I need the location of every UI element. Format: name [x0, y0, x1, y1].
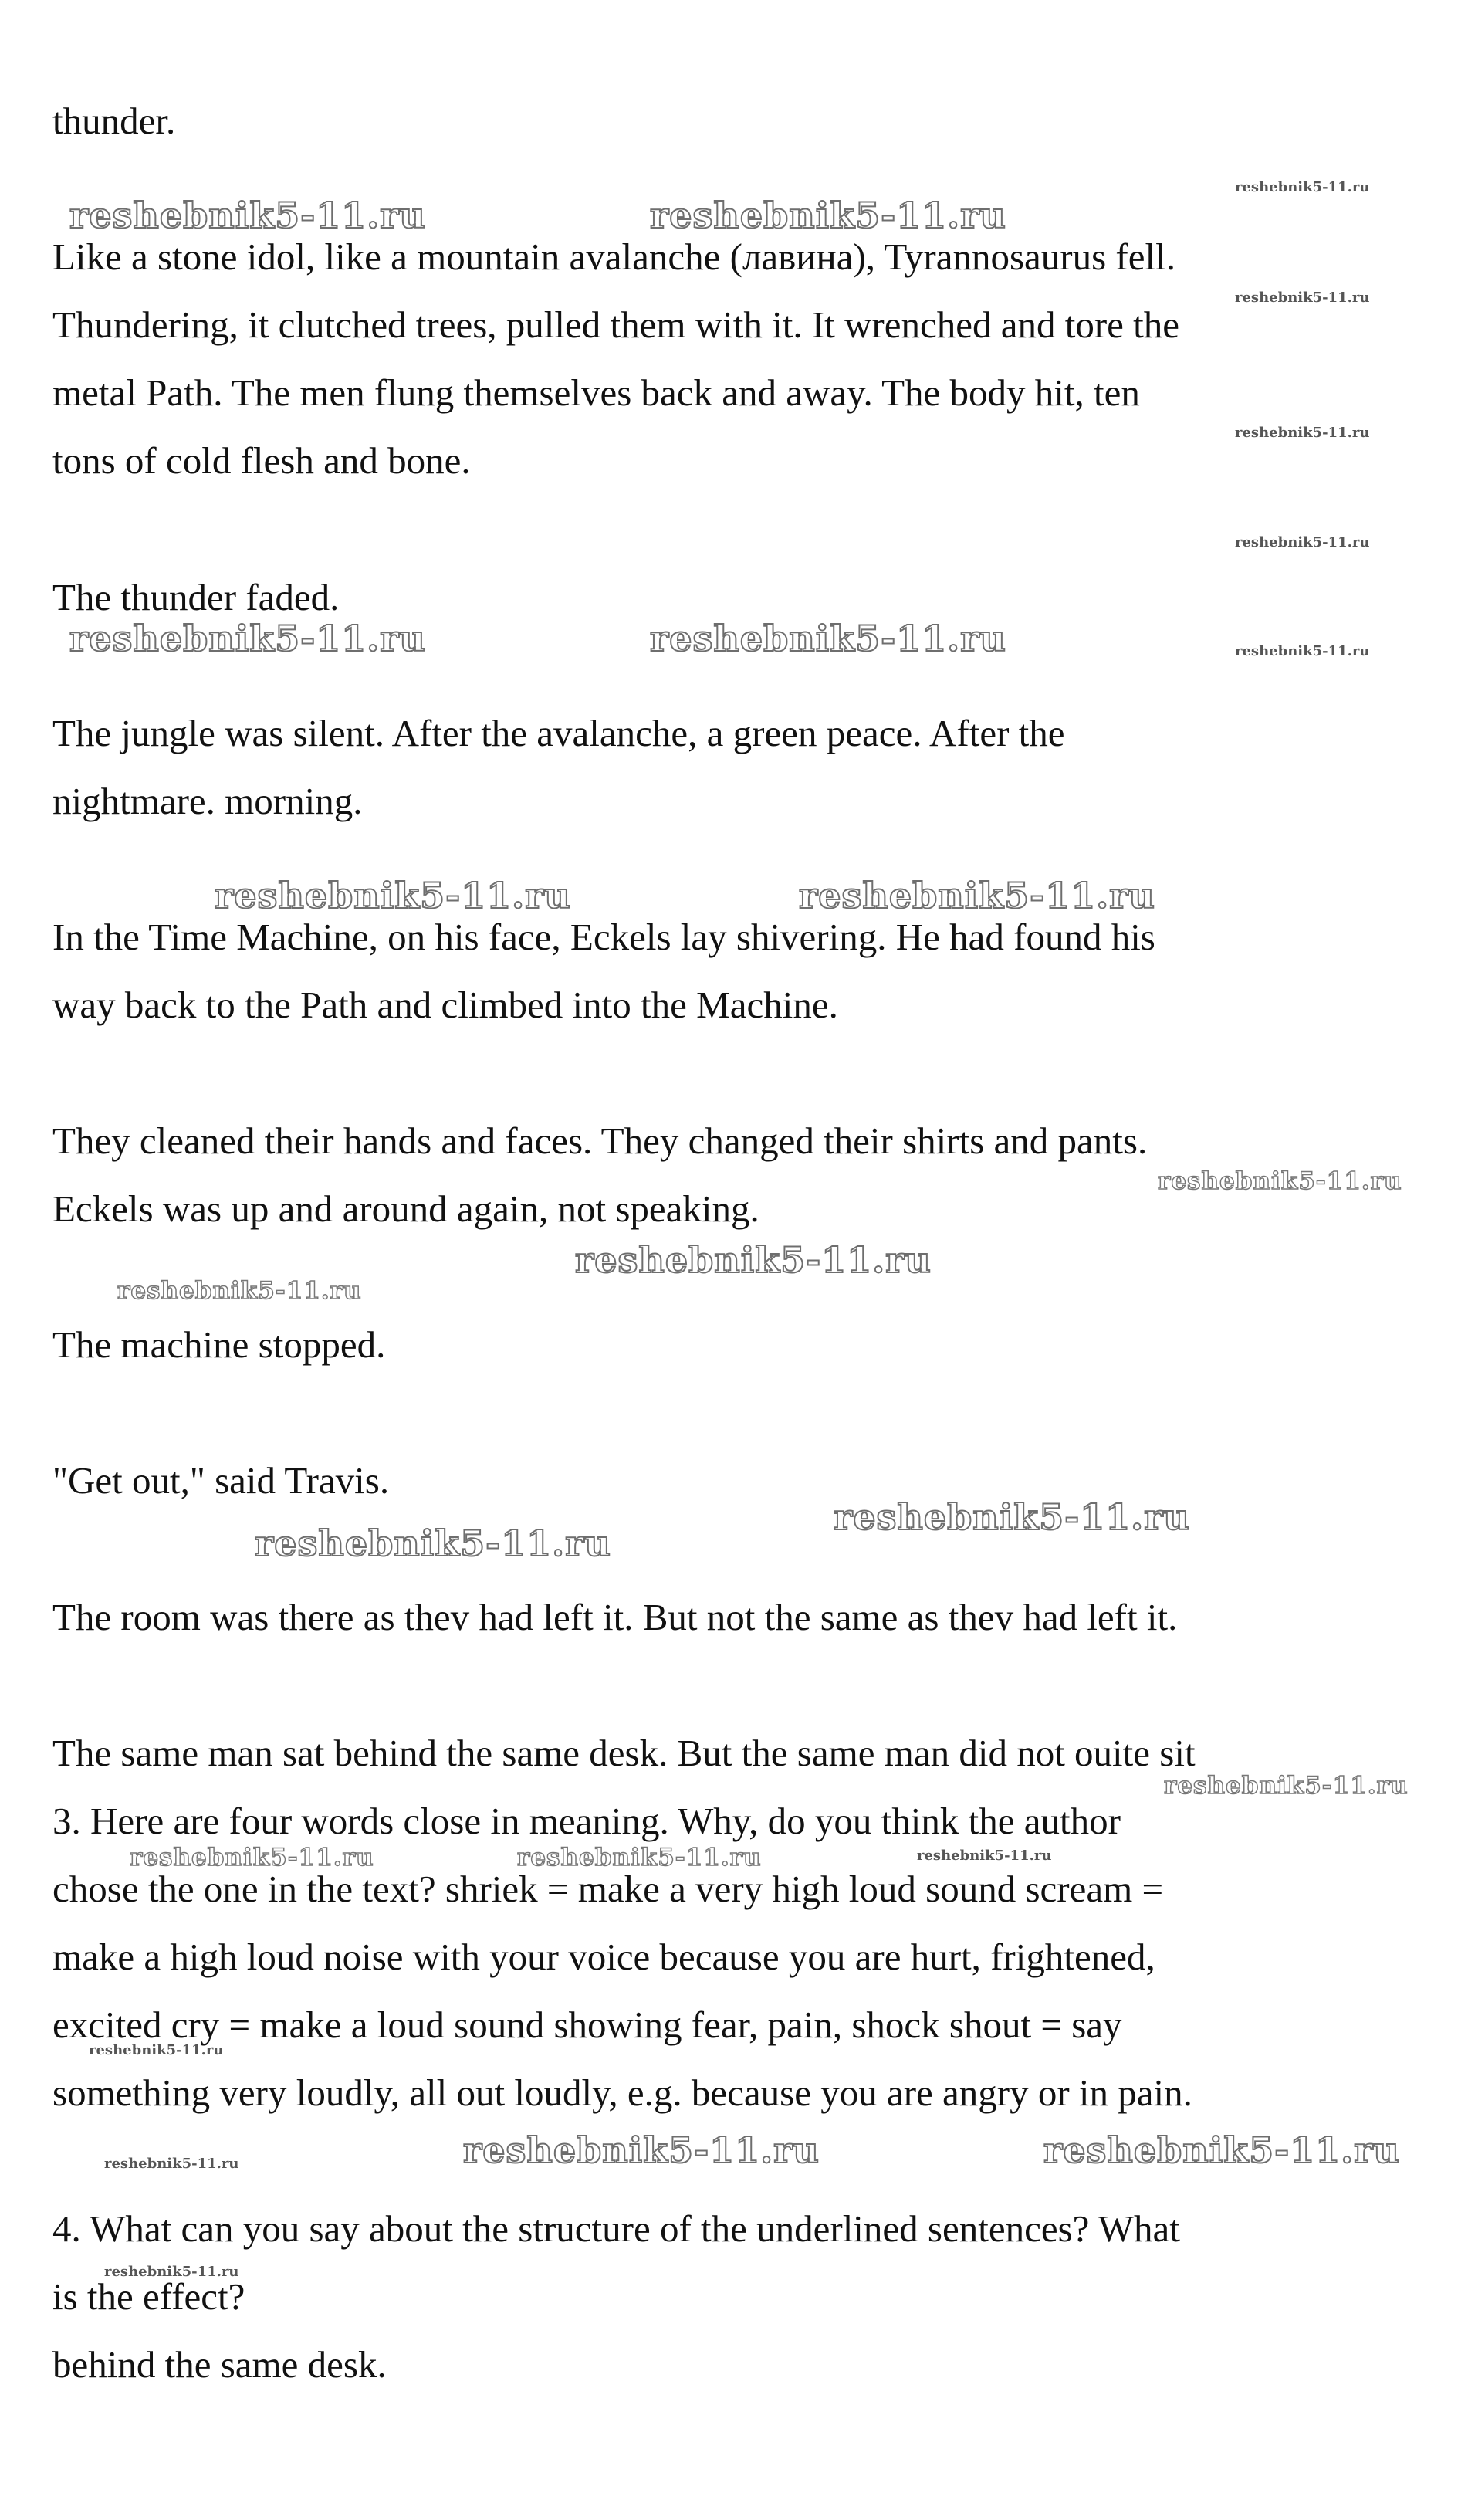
- text-line-21: something very loudly, all out loudly, e.g. because you are angry or in pain.: [52, 2071, 1192, 2114]
- watermark: reshebnik5-11.ru: [255, 1522, 611, 1564]
- text-line-24: behind the same desk.: [52, 2343, 387, 2386]
- watermark: reshebnik5-11.ru: [1235, 425, 1370, 441]
- watermark: reshebnik5-11.ru: [517, 1844, 762, 1871]
- text-line-13: The machine stopped.: [52, 1323, 386, 1366]
- watermark: reshebnik5-11.ru: [799, 875, 1155, 916]
- text-line-12: Eckels was up and around again, not speaking.: [52, 1187, 759, 1230]
- watermark: reshebnik5-11.ru: [117, 1277, 362, 1305]
- text-line-17: 3. Here are four words close in meaning. Why, do you think the author: [52, 1800, 1121, 1842]
- text-line-18: chose the one in the text? shriek = make a very high loud sound scream =: [52, 1868, 1164, 1910]
- text-line-15: The room was there as thev had left it. But not the same as thev had left it.: [52, 1596, 1178, 1638]
- text-line-10: way back to the Path and climbed into the Machine.: [52, 984, 838, 1026]
- text-line-6: The thunder faded.: [52, 576, 340, 618]
- text-line-1: thunder.: [52, 100, 176, 142]
- watermark: reshebnik5-11.ru: [89, 2042, 224, 2058]
- text-line-4: metal Path. The men flung themselves back and away. The body hit, ten: [52, 371, 1140, 414]
- watermark: reshebnik5-11.ru: [1158, 1167, 1402, 1195]
- text-line-14: "Get out," said Travis.: [52, 1459, 390, 1502]
- watermark: reshebnik5-11.ru: [69, 195, 426, 236]
- text-line-9: In the Time Machine, on his face, Eckels lay shivering. He had found his: [52, 916, 1155, 958]
- text-line-16: The same man sat behind the same desk. But the same man did not ouite sit: [52, 1732, 1196, 1774]
- watermark: reshebnik5-11.ru: [575, 1239, 932, 1281]
- watermark: reshebnik5-11.ru: [1235, 534, 1370, 550]
- watermark: reshebnik5-11.ru: [1235, 290, 1370, 306]
- watermark: reshebnik5-11.ru: [1235, 179, 1370, 195]
- watermark: reshebnik5-11.ru: [917, 1848, 1052, 1864]
- text-line-23: is the effect?: [52, 2275, 245, 2318]
- text-line-3: Thundering, it clutched trees, pulled them with it. It wrenched and tore the: [52, 303, 1180, 346]
- watermark: reshebnik5-11.ru: [1235, 643, 1370, 659]
- watermark: reshebnik5-11.ru: [1043, 2129, 1400, 2171]
- text-line-19: make a high loud noise with your voice because you are hurt, frightened,: [52, 1936, 1155, 1978]
- watermark: reshebnik5-11.ru: [104, 2156, 239, 2172]
- watermark: reshebnik5-11.ru: [650, 195, 1006, 236]
- text-line-20: excited cry = make a loud sound showing fear, pain, shock shout = say: [52, 2003, 1122, 2046]
- text-line-7: The jungle was silent. After the avalanche, a green peace. After the: [52, 712, 1065, 754]
- watermark: reshebnik5-11.ru: [104, 2264, 239, 2280]
- text-line-2: Like a stone idol, like a mountain avalanche (лавина), Tyrannosaurus fell.: [52, 235, 1175, 278]
- text-line-22: 4. What can you say about the structure of the underlined sentences? What: [52, 2207, 1180, 2250]
- watermark: reshebnik5-11.ru: [650, 618, 1006, 659]
- text-line-5: tons of cold flesh and bone.: [52, 439, 471, 482]
- watermark: reshebnik5-11.ru: [463, 2129, 820, 2171]
- watermark: reshebnik5-11.ru: [834, 1496, 1190, 1538]
- text-line-11: They cleaned their hands and faces. They changed their shirts and pants.: [52, 1119, 1148, 1162]
- watermark: reshebnik5-11.ru: [69, 618, 426, 659]
- watermark: reshebnik5-11.ru: [130, 1844, 374, 1871]
- watermark: reshebnik5-11.ru: [1164, 1772, 1409, 1800]
- text-line-8: nightmare. morning.: [52, 780, 363, 822]
- watermark: reshebnik5-11.ru: [215, 875, 571, 916]
